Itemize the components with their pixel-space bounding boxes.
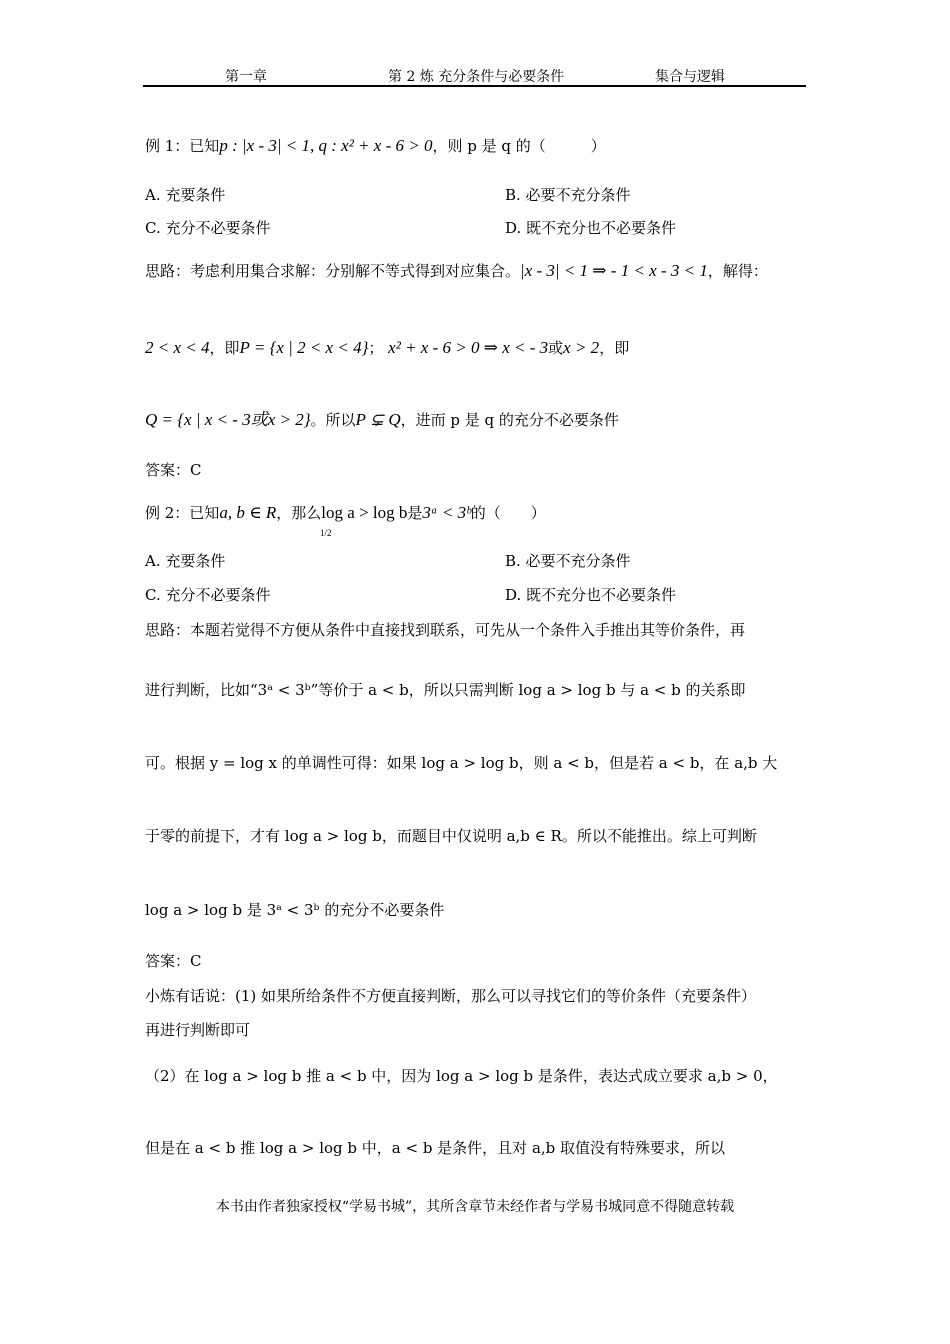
- ex1-solution-line1: [145, 261, 768, 281]
- notes-line4: 但是在 a < b 推 log a > log b 中，a < b 是条件，且对 a,b 取值没有特殊要求，所以: [145, 1139, 726, 1157]
- ex1-solution-line2: [145, 338, 629, 358]
- ex2-answer: 答案：C: [145, 952, 202, 970]
- ex2-exp-inequality: 3ᵃ < 3ᵇ: [422, 503, 471, 522]
- notes-line2: 再进行判断即可: [145, 1021, 251, 1039]
- ex2-prefix: 例 2：已知: [145, 504, 220, 522]
- ex1-option-c: C. 充分不必要条件: [145, 219, 271, 237]
- ex2-option-a: A. 充要条件: [145, 552, 226, 570]
- ex2-text-c: 的（ ）: [470, 504, 546, 522]
- ex2-log-inequality: log a > log b: [321, 503, 408, 522]
- ex1-option-a: A. 充要条件: [145, 186, 226, 204]
- ex1-sol2-text-c: 或: [548, 339, 564, 357]
- ex1-sol2-math-d: x > 2: [563, 338, 600, 357]
- ex1-option-b: B. 必要不充分条件: [505, 186, 631, 204]
- header-section-title: 第 2 炼 充分条件与必要条件: [388, 69, 565, 85]
- ex1-answer: 答案：C: [145, 461, 202, 479]
- ex1-sol3-math-b: P ⊊ Q: [355, 410, 401, 429]
- ex2-solution-line1: 思路：本题若觉得不方便从条件中直接找到联系，可先从一个条件入手推出其等价条件，再: [145, 621, 746, 639]
- ex2-solution-line2: 进行判断，比如“3ᵃ < 3ᵇ”等价于 a < b，所以只需判断 log a > log b 与 a < b 的关系即: [145, 681, 746, 699]
- header-topic: 集合与逻辑: [655, 69, 725, 85]
- ex1-sol2-math-b: P = {x | 2 < x < 4}: [239, 338, 369, 357]
- notes-line3: （2）在 log a > log b 推 a < b 中，因为 log a > log b 是条件，表达式成立要求 a,b > 0，: [145, 1067, 778, 1085]
- ex1-sol2-math-a: 2 < x < 4: [145, 338, 210, 357]
- ex2-option-b: B. 必要不充分条件: [505, 552, 631, 570]
- ex2-solution-line4: 于零的前提下，才有 log a > log b，而题目中仅说明 a,b ∈ R。所以不能推出。综上可判断: [145, 827, 757, 845]
- ex2-solution-line5: log a > log b 是 3ᵃ < 3ᵇ 的充分不必要条件: [145, 901, 445, 919]
- ex1-question: [145, 136, 606, 156]
- ex2-option-c: C. 充分不必要条件: [145, 586, 271, 604]
- ex2-question: [145, 503, 546, 523]
- ex1-sol2-text-d: ，即: [599, 339, 630, 357]
- ex1-sol2-text-a: ，即: [209, 339, 240, 357]
- header-chapter: 第一章: [225, 69, 267, 85]
- ex1-sol1-math: |x - 3| < 1 ⇒ - 1 < x - 3 < 1: [520, 261, 708, 280]
- ex1-sol2-text-b: ；: [368, 339, 384, 357]
- ex1-sol1-text: 思路：考虑利用集合求解：分别解不等式得到对应集合。: [145, 262, 521, 280]
- ex1-sol2-math-c: x² + x - 6 > 0 ⇒ x < - 3: [388, 338, 549, 357]
- ex1-suffix: ，则 p 是 q 的（ ）: [432, 137, 606, 155]
- ex2-math-a: a, b ∈ R: [219, 503, 277, 522]
- ex1-option-d: D. 既不充分也不必要条件: [505, 219, 677, 237]
- ex1-sol3-math-a: Q = {x | x < - 3或x > 2}: [145, 410, 311, 429]
- ex2-text-a: ，那么: [276, 504, 322, 522]
- ex2-solution-line3: 可。根据 y = log x 的单调性可得：如果 log a > log b，则 a < b，但是若 a < b，在 a,b 大: [145, 754, 778, 772]
- notes-line1: 小炼有话说：(1) 如果所给条件不方便直接判断，那么可以寻找它们的等价条件（充要条件）: [145, 987, 757, 1005]
- header-rule: [143, 85, 806, 87]
- ex1-sol3-text-b: ，进而 p 是 q 的充分不必要条件: [400, 411, 619, 429]
- ex1-math: p : |x - 3| < 1, q : x² + x - 6 > 0: [219, 136, 433, 155]
- footer-copyright: 本书由作者独家授权“学易书城”，其所含章节未经作者与学易书城同意不得随意转载: [215, 1199, 735, 1215]
- ex1-sol3-text-a: 。所以: [310, 411, 356, 429]
- ex1-solution-line3: [145, 410, 619, 430]
- ex2-text-b: 是: [407, 504, 423, 522]
- log-base-label: 1/2: [320, 528, 332, 538]
- ex1-prefix: 例 1：已知: [145, 137, 220, 155]
- ex2-option-d: D. 既不充分也不必要条件: [505, 586, 677, 604]
- ex1-sol1-end: ，解得：: [707, 262, 768, 280]
